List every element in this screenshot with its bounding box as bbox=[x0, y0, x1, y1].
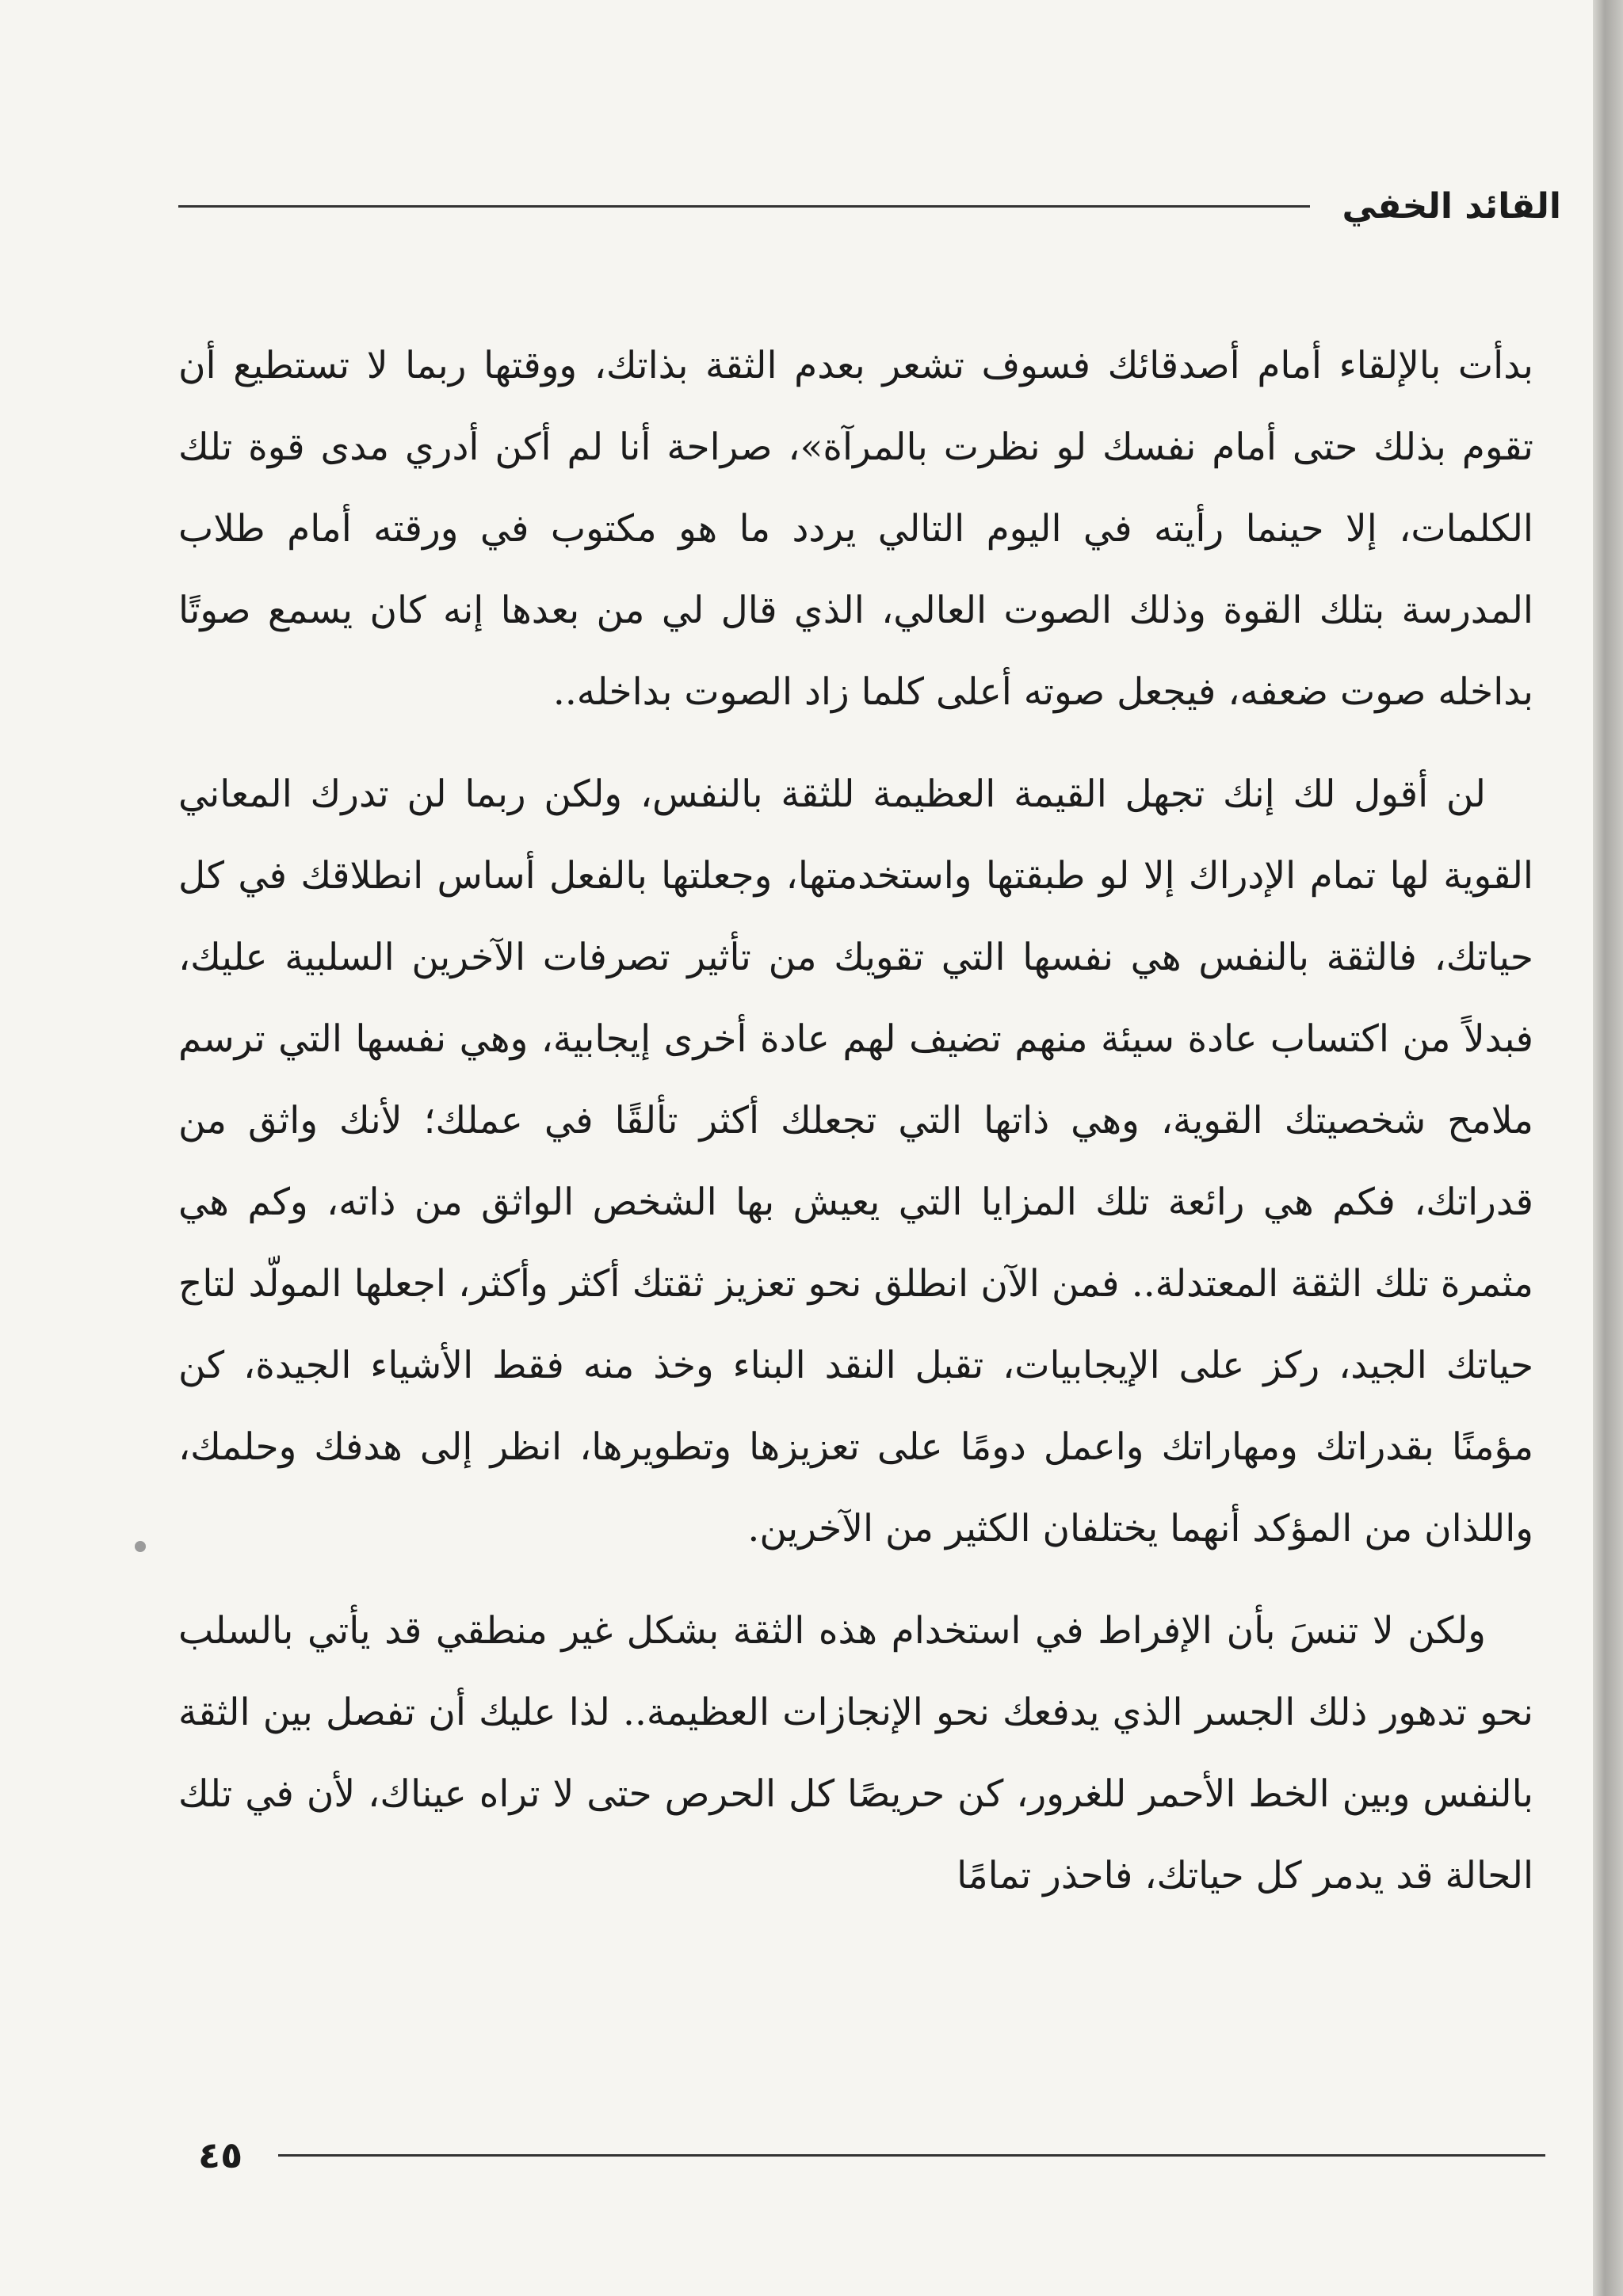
paragraph-2: لن أقول لك إنك تجهل القيمة العظيمة للثقة بالنفس، ولكن ربما لن تدرك المعاني القوية لها تمام الإدراك إلا لو طبقتها واستخدمتها، وجعلتها بالفعل أساس انطلاقك في كل حياتك، فالثقة بالنفس هي نفسها التي تقويك من تأثير تصرفات الآخرين السلبية عليك، فبدلاً من اكتساب عادة سيئة منهم تضيف لهم عادة أخرى إيجابية، وهي نفسها التي ترسم ملامح شخصيتك القوية، وهي ذاتها التي تجعلك أكثر تألقًا في عملك؛ لأنك واثق من قدراتك، فكم هي رائعة تلك المزايا التي يعيش بها الشخص الواثق من ذاته، وكم هي مثمرة تلك الثقة المعتدلة.. فمن الآن انطلق نحو تعزيز ثقتك أكثر وأكثر، اجعلها المولّد لتاج حياتك الجيد، ركز على الإيجابيات، تقبل النقد البناء وخذ منه فقط الأشياء الجيدة، كن مؤمنًا بقدراتك ومهاراتك واعمل دومًا على تعزيزها وتطويرها، انظر إلى هدفك وحلمك، واللذان من المؤكد أنهما يختلفان الكثير من الآخرين. bbox=[178, 772, 1534, 1550]
page-edge bbox=[1593, 0, 1623, 2296]
header-rule bbox=[178, 205, 1310, 208]
body-text bbox=[178, 325, 1533, 1937]
header-title: القائد الخفي bbox=[1342, 185, 1561, 227]
page-number: ٤٥ bbox=[198, 2134, 243, 2176]
running-header bbox=[178, 178, 1561, 234]
paragraph-1: بدأت بالإلقاء أمام أصدقائك فسوف تشعر بعدم الثقة بذاتك، ووقتها ربما لا تستطيع أن تقوم بذلك حتى أمام نفسك لو نظرت بالمرآة»، صراحة أنا لم أكن أدري مدى قوة تلك الكلمات، إلا حينما رأيته في اليوم التالي يردد ما هو مكتوب في ورقته أمام طلاب المدرسة بتلك القوة وذلك الصوت العالي، الذي قال لي من بعدها إنه كان يسمع صوتًا بداخله صوت ضعفه، فيجعل صوته أعلى كلما زاد الصوت بداخله.. bbox=[178, 344, 1533, 714]
paragraph-3: ولكن لا تنسَ بأن الإفراط في استخدام هذه الثقة بشكل غير منطقي قد يأتي بالسلب نحو تدهور ذلك الجسر الذي يدفعك نحو الإنجازات العظيمة.. لذا عليك أن تفصل بين الثقة بالنفس وبين الخط الأحمر للغرور، كن حريصًا كل الحرص حتى لا تراه عيناك، لأن في تلك الحالة قد يدمر كل حياتك، فاحذر تمامًا bbox=[178, 1609, 1533, 1897]
footer-rule bbox=[278, 2154, 1545, 2157]
page-footer bbox=[198, 2131, 1545, 2179]
scan-speck bbox=[135, 1541, 146, 1552]
